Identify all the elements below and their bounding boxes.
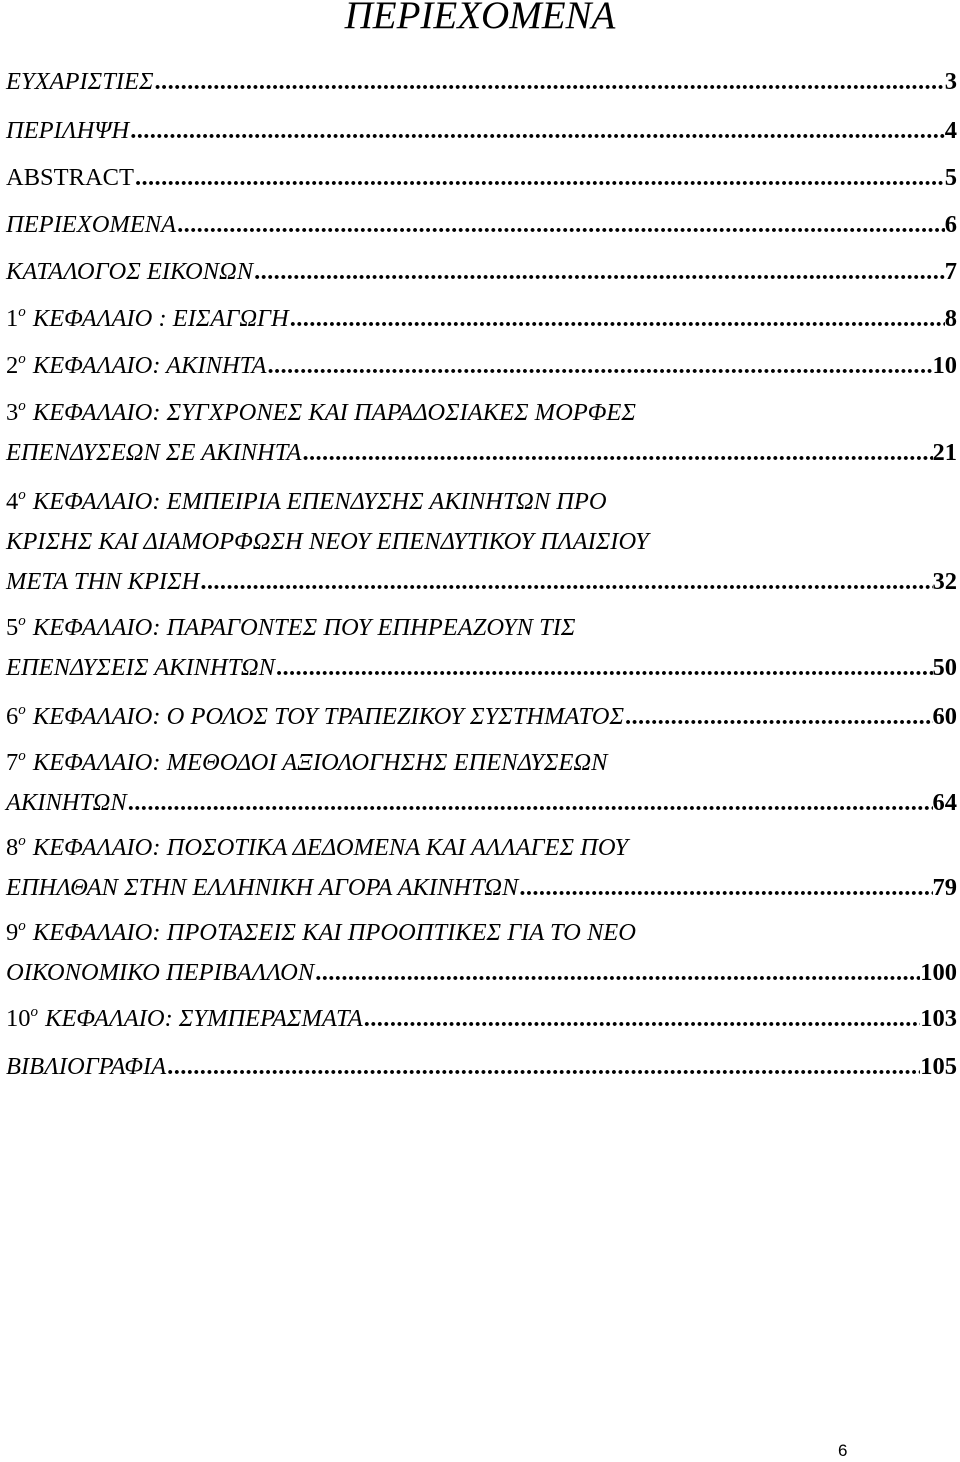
dot-leader bbox=[199, 562, 932, 602]
toc-entry-title-line-1: ΚΕΦΑΛΑΙΟ: ΠΡΟΤΑΣΕΙΣ ΚΑΙ ΠΡΟΟΠΤΙΚΕΣ ΓΙΑ ΤΟ ΝΕΟ bbox=[32, 919, 636, 946]
dot-leader bbox=[154, 62, 945, 102]
ordinal-marker: ο bbox=[18, 613, 26, 629]
footer-page-number: 6 bbox=[838, 1441, 848, 1460]
toc-page-number: 21 bbox=[932, 439, 957, 466]
toc-entry-title-line-2: ΕΠΕΝΔΥΣΕΙΣ ΑΚΙΝΗΤΩΝ bbox=[6, 654, 275, 681]
toc-entry-title: ABSTRACT bbox=[6, 164, 134, 191]
ordinal-marker: ο bbox=[30, 1004, 38, 1020]
dot-leader bbox=[301, 433, 932, 473]
toc-entry-title-line-3: ΜΕΤΑ ΤΗΝ ΚΡΙΣΗ bbox=[6, 568, 200, 595]
toc-entry-title-line-1: ΚΕΦΑΛΑΙΟ: ΣΥΓΧΡΟΝΕΣ ΚΑΙ ΠΑΡΑΔΟΣΙΑΚΕΣ ΜΟΡΦΕΣ bbox=[32, 399, 636, 426]
toc-entry-title-line-1: ΚΕΦΑΛΑΙΟ: ΠΟΣΟΤΙΚΑ ΔΕΔΟΜΕΝΑ ΚΑΙ ΑΛΛΑΓΕΣ ΠΟΥ bbox=[32, 834, 629, 861]
toc-entry-title-line-2: ΟΙΚΟΝΟΜΙΚΟ ΠΕΡΙΒΑΛΛΟΝ bbox=[6, 959, 315, 986]
chapter-number: 6 bbox=[6, 703, 19, 730]
toc-page-number: 8 bbox=[944, 305, 957, 332]
toc-page-number: 50 bbox=[932, 654, 957, 681]
toc-entry-title: ΚΕΦΑΛΑΙΟ: ΑΚΙΝΗΤΑ bbox=[32, 352, 267, 379]
toc-page-number: 3 bbox=[944, 68, 957, 95]
dot-leader bbox=[518, 868, 932, 908]
dot-leader bbox=[166, 1047, 920, 1087]
chapter-number: 5 bbox=[6, 614, 19, 641]
chapter-number: 2 bbox=[6, 352, 19, 379]
dot-leader bbox=[176, 205, 945, 245]
ordinal-marker: ο bbox=[18, 304, 26, 320]
toc-entry-title: ΒΙΒΛΙΟΓΡΑΦΙΑ bbox=[6, 1053, 167, 1080]
ordinal-marker: ο bbox=[18, 398, 26, 414]
ordinal-marker: ο bbox=[18, 351, 26, 367]
ordinal-marker: ο bbox=[18, 833, 26, 849]
dot-leader bbox=[275, 648, 933, 688]
toc-page-number: 7 bbox=[944, 258, 957, 285]
toc-entry-title: ΕΥΧΑΡΙΣΤΙΕΣ bbox=[6, 68, 154, 95]
chapter-number: 9 bbox=[6, 919, 19, 946]
toc-entry-title-line-2: ΕΠΕΝΔΥΣΕΩΝ ΣΕ ΑΚΙΝΗΤΑ bbox=[6, 439, 302, 466]
toc-page-number: 5 bbox=[944, 164, 957, 191]
toc-entry-title: ΚΕΦΑΛΑΙΟ: ΣΥΜΠΕΡΑΣΜΑΤΑ bbox=[45, 1005, 363, 1032]
toc-entry-title: ΠΕΡΙΛΗΨΗ bbox=[6, 117, 130, 144]
toc-page-number: 64 bbox=[932, 789, 957, 816]
toc-entry-title-line-1: ΚΕΦΑΛΑΙΟ: ΠΑΡΑΓΟΝΤΕΣ ΠΟΥ ΕΠΗΡΕΑΖΟΥΝ ΤΙΣ bbox=[32, 614, 576, 641]
dot-leader bbox=[266, 346, 932, 386]
chapter-number: 10 bbox=[6, 1005, 31, 1032]
page-title: ΠΕΡΙΕΧΟΜΕΝΑ bbox=[344, 0, 616, 37]
toc-entry-title-line-2: ΑΚΙΝΗΤΩΝ bbox=[6, 789, 127, 816]
dot-leader bbox=[134, 158, 945, 198]
toc-page-number: 79 bbox=[932, 874, 957, 901]
chapter-number: 4 bbox=[6, 488, 19, 515]
toc-page-number: 10 bbox=[932, 352, 957, 379]
chapter-number: 3 bbox=[6, 399, 19, 426]
dot-leader bbox=[127, 783, 933, 823]
toc-page-number: 60 bbox=[932, 703, 957, 730]
chapter-number: 8 bbox=[6, 834, 19, 861]
toc-page-number: 6 bbox=[944, 211, 957, 238]
toc-page-number: 32 bbox=[932, 568, 957, 595]
dot-leader bbox=[253, 252, 945, 292]
chapter-number: 7 bbox=[6, 749, 19, 776]
toc-page-number: 105 bbox=[920, 1053, 957, 1080]
dot-leader bbox=[363, 999, 921, 1039]
toc-entry-title-line-2: ΕΠΗΛΘΑΝ ΣΤΗΝ ΕΛΛΗΝΙΚΗ ΑΓΟΡΑ ΑΚΙΝΗΤΩΝ bbox=[6, 874, 519, 901]
toc-entry-title-line-1: ΚΕΦΑΛΑΙΟ: ΜΕΘΟΔΟΙ ΑΞΙΟΛΟΓΗΣΗΣ ΕΠΕΝΔΥΣΕΩΝ bbox=[32, 749, 608, 776]
ordinal-marker: ο bbox=[18, 918, 26, 934]
toc-entry-title: ΚΑΤΑΛΟΓΟΣ ΕΙΚΟΝΩΝ bbox=[6, 258, 254, 285]
toc-entry-title: ΠΕΡΙΕΧΟΜΕΝΑ bbox=[6, 211, 177, 238]
chapter-number: 1 bbox=[6, 305, 19, 332]
toc-page-number: 103 bbox=[920, 1005, 957, 1032]
dot-leader bbox=[624, 697, 933, 737]
toc-entry-title-line-1: ΚΕΦΑΛΑΙΟ: ΕΜΠΕΙΡΙΑ ΕΠΕΝΔΥΣΗΣ ΑΚΙΝΗΤΩΝ ΠΡΟ bbox=[32, 488, 607, 515]
toc-entry-title-line-2: ΚΡΙΣΗΣ ΚΑΙ ΔΙΑΜΟΡΦΩΣΗ ΝΕΟΥ ΕΠΕΝΔΥΤΙΚΟΥ ΠΛΑΙΣΙΟΥ bbox=[6, 528, 649, 555]
toc-page-number: 4 bbox=[944, 117, 957, 144]
ordinal-marker: ο bbox=[18, 702, 26, 718]
ordinal-marker: ο bbox=[18, 487, 26, 503]
toc-entry-title: ΚΕΦΑΛΑΙΟ : ΕΙΣΑΓΩΓΗ bbox=[32, 305, 289, 332]
dot-leader bbox=[129, 111, 945, 151]
ordinal-marker: ο bbox=[18, 748, 26, 764]
toc-entry-title: ΚΕΦΑΛΑΙΟ: Ο ΡΟΛΟΣ ΤΟΥ ΤΡΑΠΕΖΙΚΟΥ ΣΥΣΤΗΜΑΤΟΣ bbox=[32, 703, 624, 730]
toc-page-number: 100 bbox=[920, 959, 957, 986]
dot-leader bbox=[289, 299, 945, 339]
dot-leader bbox=[314, 953, 920, 993]
